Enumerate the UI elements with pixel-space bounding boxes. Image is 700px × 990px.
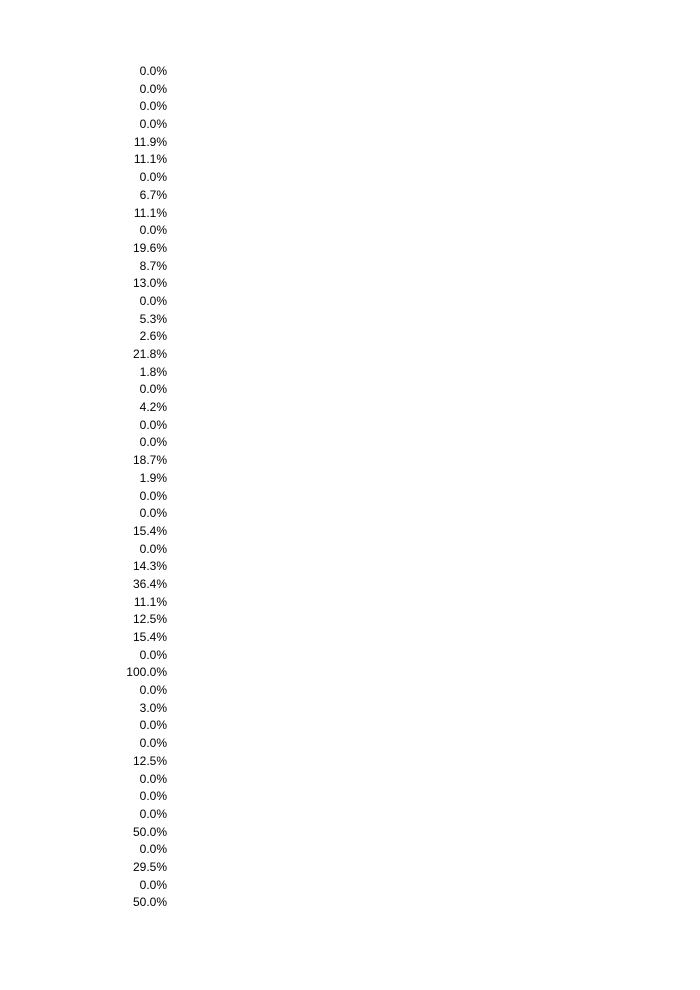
percentage-cell: 0.0% — [139, 382, 167, 397]
percentage-cell: 8.7% — [139, 258, 167, 273]
percentage-cell: 14.3% — [132, 559, 167, 574]
percentage-cell: 1.8% — [139, 364, 167, 379]
percentage-cell: 29.5% — [132, 859, 167, 874]
percentage-cell: 13.0% — [132, 276, 167, 291]
percentage-cell: 0.0% — [139, 647, 167, 662]
percentage-cell: 0.0% — [139, 170, 167, 185]
percentage-cell: 21.8% — [132, 347, 167, 361]
percentage-cell: 5.3% — [139, 311, 167, 326]
percentage-cell: 11.9% — [133, 134, 167, 149]
percentage-cell: 0.0% — [139, 417, 167, 432]
percentage-column — [100, 63, 167, 912]
percentage-cell: 15.4% — [132, 523, 167, 538]
percentage-cell: 0.0% — [139, 223, 167, 238]
percentage-cell: 0.0% — [139, 842, 167, 857]
percentage-cell: 0.0% — [139, 488, 167, 503]
percentage-cell: 0.0% — [139, 81, 167, 96]
percentage-cell: 11.1% — [133, 152, 167, 167]
percentage-cell: 0.0% — [139, 435, 167, 450]
percentage-cell: 0.0% — [139, 683, 167, 698]
percentage-cell: 18.7% — [132, 453, 167, 468]
percentage-cell: 0.0% — [139, 99, 167, 114]
percentage-cell: 0.0% — [139, 736, 167, 751]
percentage-cell: 0.0% — [139, 506, 167, 521]
percentage-cell: 12.5% — [132, 612, 167, 627]
percentage-cell: 1.9% — [139, 470, 167, 485]
percentage-cell: 4.2% — [139, 400, 167, 415]
percentage-cell: 2.6% — [139, 329, 167, 344]
percentage-cell: 12.5% — [132, 753, 167, 768]
percentage-cell: 6.7% — [139, 187, 167, 202]
percentage-cell: 50.0% — [132, 824, 167, 839]
percentage-cell: 0.0% — [139, 293, 167, 308]
percentage-cell: 36.4% — [132, 576, 167, 591]
percentage-cell: 0.0% — [139, 541, 167, 556]
percentage-cell: 11.1% — [133, 594, 167, 609]
percentage-cell: 15.4% — [132, 630, 167, 644]
percentage-cell: 0.0% — [139, 806, 167, 821]
percentage-cell: 0.0% — [139, 771, 167, 786]
percentage-cell: 11.1% — [133, 205, 167, 220]
percentage-cell: 0.0% — [139, 718, 167, 733]
percentage-cell: 3.0% — [139, 700, 167, 715]
percentage-cell: 0.0% — [139, 64, 167, 78]
percentage-cell: 19.6% — [132, 240, 167, 255]
percentage-cell: 0.0% — [139, 789, 167, 804]
percentage-cell: 0.0% — [139, 117, 167, 132]
percentage-cell: 0.0% — [139, 877, 167, 892]
percentage-cell: 100.0% — [126, 665, 167, 680]
percentage-cell: 50.0% — [132, 895, 167, 910]
